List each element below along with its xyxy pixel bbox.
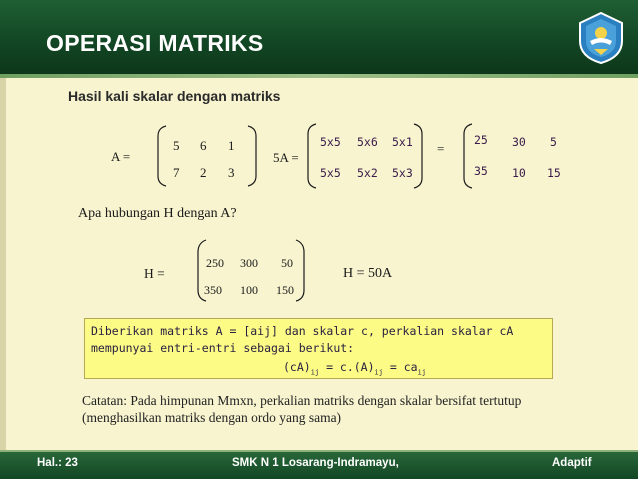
- matrix-a-cell: 3: [228, 165, 235, 180]
- matrix-result-cell: 35: [474, 164, 488, 178]
- formula-subscript: ij: [374, 368, 383, 377]
- matrix-a-cell: 6: [200, 138, 207, 153]
- note-text: Catatan: Pada himpunan Mmxn, perkalian matriks dengan skalar bersifat tertutup (menghasilkan matriks dengan ordo yang sama): [82, 393, 522, 425]
- formula-part: = c.(A): [319, 360, 375, 374]
- matrix-h-cell: 300: [240, 256, 258, 270]
- equals-sign: =: [437, 141, 445, 156]
- matrix-h-cell: 50: [281, 256, 293, 270]
- definition-line-1: Diberikan matriks A = [aij] dan skalar c, perkalian skalar cA: [91, 324, 514, 338]
- matrix-h-cell: 100: [240, 283, 258, 297]
- h-relation-text: H = 50A: [343, 266, 393, 281]
- formula-part: = ca: [382, 360, 418, 374]
- matrix-5a-cell: 5x6: [357, 135, 378, 149]
- matrix-5a-label: 5A =: [273, 150, 299, 165]
- matrix-a-right-bracket: [248, 126, 256, 186]
- matrix-result-cell: 30: [512, 135, 526, 149]
- matrix-h-cell: 150: [276, 283, 294, 297]
- matrix-5a-cell: 5x1: [392, 135, 413, 149]
- matrix-a-left-bracket: [158, 126, 166, 186]
- formula-subscript: ij: [417, 368, 427, 377]
- matrix-5a-left-bracket: [308, 124, 316, 188]
- matrix-a-cell: 1: [228, 138, 235, 153]
- section-subtitle: Hasil kali skalar dengan matriks: [68, 88, 281, 104]
- definition-formula: [283, 360, 426, 376]
- matrix-5a-right-bracket: [414, 124, 422, 188]
- formula-part: (cA): [283, 360, 311, 374]
- matrix-h-cell: 350: [204, 283, 222, 297]
- matrix-result-cell: 25: [474, 133, 488, 147]
- matrix-h-label: H =: [144, 266, 165, 281]
- formula-subscript: ij: [310, 368, 320, 377]
- footer-school-name: SMK N 1 Losarang-Indramayu,: [232, 457, 399, 469]
- matrix-5a-cell: 5x5: [320, 166, 341, 180]
- slide-title: OPERASI MATRIKS: [46, 30, 264, 56]
- matrix-h-right-bracket: [296, 240, 304, 301]
- matrix-a-label: A =: [111, 149, 131, 164]
- matrix-5a-cell: 5x2: [357, 166, 378, 180]
- matrix-result-left-bracket: [464, 124, 472, 188]
- question-text: Apa hubungan H dengan A?: [78, 206, 237, 221]
- footer-divider: [0, 450, 638, 452]
- matrix-result-cell: 5: [550, 135, 557, 149]
- matrix-5a-cell: 5x3: [392, 166, 413, 180]
- matrix-result-cell: 15: [547, 166, 561, 180]
- definition-box: [84, 318, 553, 379]
- definition-line-2: mempunyai entri-entri sebagai berikut:: [91, 341, 355, 355]
- matrix-a-cell: 2: [200, 165, 207, 180]
- matrix-a-cell: 5: [173, 138, 180, 153]
- footer-label: Adaptif: [552, 457, 592, 469]
- matrix-result-cell: 10: [512, 166, 526, 180]
- matrix-h-cell: 250: [206, 256, 224, 270]
- footer-page-number: Hal.: 23: [37, 457, 78, 469]
- matrix-a-cell: 7: [173, 165, 180, 180]
- matrix-5a-cell: 5x5: [320, 135, 341, 149]
